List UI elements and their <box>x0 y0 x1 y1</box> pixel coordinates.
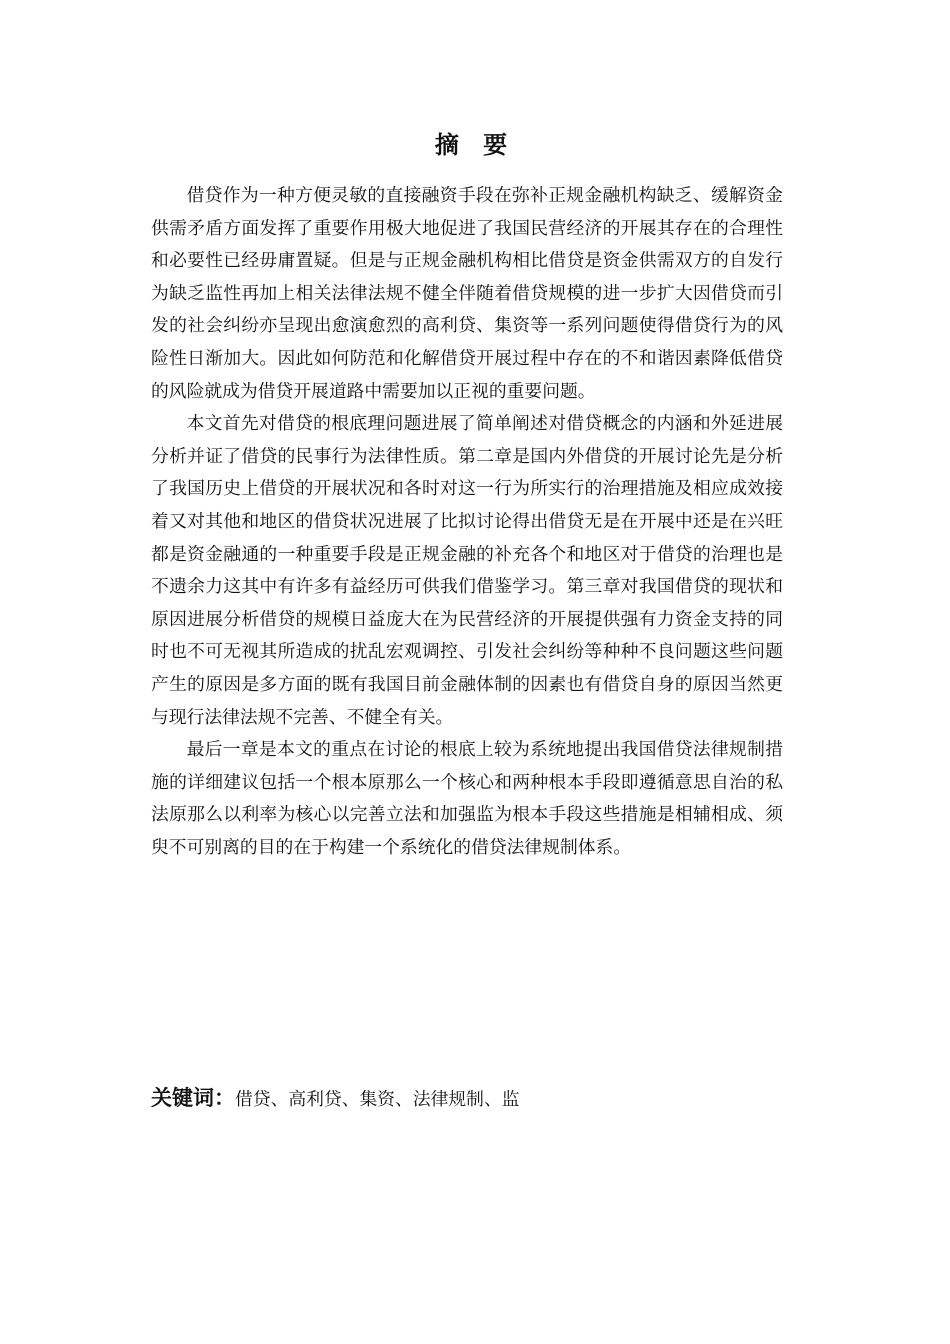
keywords-line <box>151 1080 783 1119</box>
keywords-value: 借贷、高利贷、集资、法律规制、监 <box>235 1089 520 1110</box>
abstract-paragraph-1: 借贷作为一种方便灵敏的直接融资手段在弥补正规金融机构缺乏、缓解资金供需矛盾方面发挥了重要作用极大地促进了我国民营经济的开展其存在的合理性和必要性已经毋庸置疑。但是与正规金融机构相比借贷是资金供需双方的自发行为缺乏监性再加上相关法律法规不健全伴随着借贷规模的进一步扩大因借贷而引发的社会纠纷亦呈现出愈演愈烈的高利贷、集资等一系列问题使得借贷行为的风险性日渐加大。因此如何防范和化解借贷开展过程中存在的不和谐因素降低借贷的风险就成为借贷开展道路中需要加以正视的重要问题。 <box>151 185 783 402</box>
abstract-paragraph-2: 本文首先对借贷的根底理问题进展了简单阐述对借贷概念的内涵和外延进展分析并证了借贷的民事行为法律性质。第二章是国内外借贷的开展讨论先是分析了我国历史上借贷的开展状况和各时对这一行为所实行的治理措施及相应成效接着又对其他和地区的借贷状况进展了比拟讨论得出借贷无是在开展中还是在兴旺都是资金融通的一种重要手段是正规金融的补充各个和地区对于借贷的治理也是不遗余力这其中有许多有益经历可供我们借鉴学习。第三章对我国借贷的现状和原因进展分析借贷的规模日益庞大在为民营经济的开展提供强有力资金支持的同时也不可无视其所造成的扰乱宏观调控、引发社会纠纷等种种不良问题这些问题产生的原因是多方面的既有我国目前金融体制的因素也有借贷自身的原因当然更与现行法律法规不完善、不健全有关。 <box>151 413 783 728</box>
abstract-title: 摘 要 <box>434 131 516 159</box>
abstract-body <box>151 180 783 864</box>
abstract-paragraph-3: 最后一章是本文的重点在讨论的根底上较为系统地提出我国借贷法律规制措施的详细建议包括一个根本原那么一个核心和两种根本手段即遵循意思自治的私法原那么以利率为核心以完善立法和加强监为根本手段这些措施是相辅相成、须臾不可别离的目的在于构建一个系统化的借贷法律规制体系。 <box>151 739 783 858</box>
keywords-label: 关键词： <box>151 1086 235 1110</box>
